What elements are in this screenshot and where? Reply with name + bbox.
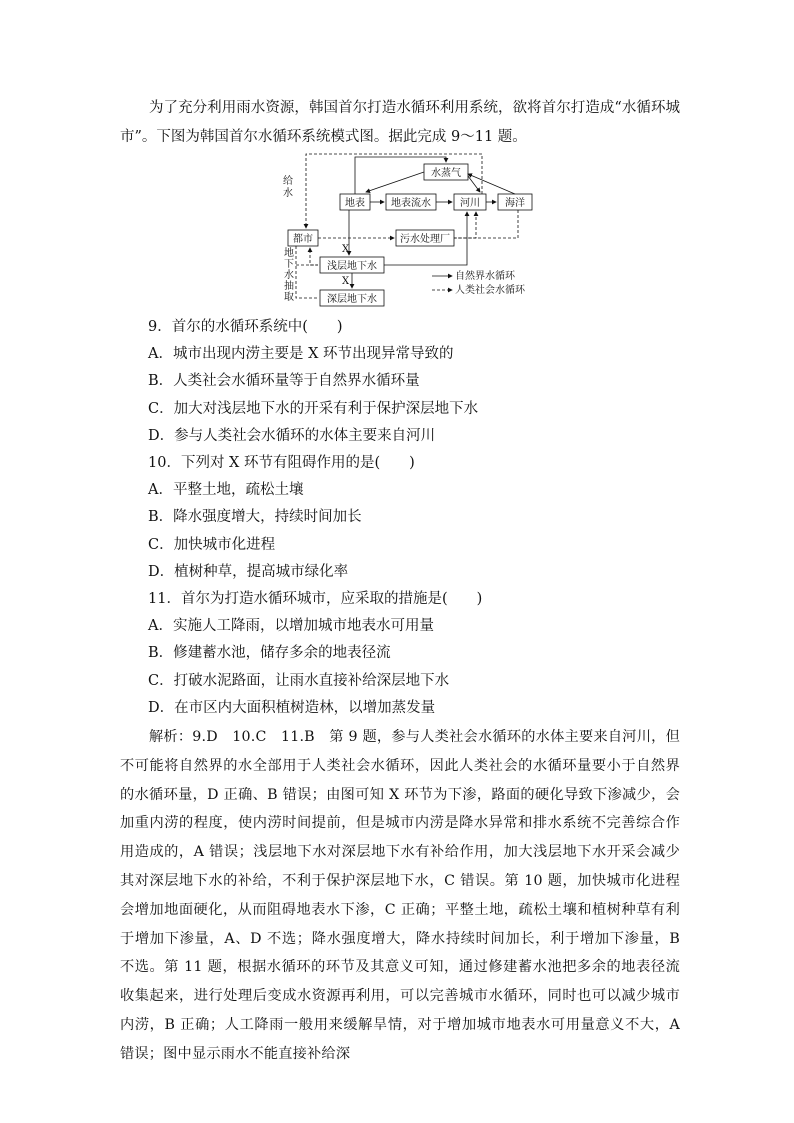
- option-a: A．平整土地，疏松土壤: [148, 482, 304, 499]
- legend-human: 人类社会水循环: [455, 285, 525, 296]
- label-supply: 给水: [283, 176, 293, 199]
- question-10: [148, 450, 688, 586]
- label-x1: X: [342, 244, 350, 255]
- question-11: [148, 586, 688, 722]
- svg-text:浅层地下水: 浅层地下水: [327, 261, 377, 272]
- option-c: C．加快城市化进程: [148, 536, 276, 553]
- option-c: C．打破水泥路面，让雨水直接补给深层地下水: [148, 672, 450, 689]
- option-d: D．参与人类社会水循环的水体主要来自河川: [148, 427, 436, 444]
- water-cycle-diagram: [282, 152, 542, 312]
- box-surface: [340, 194, 370, 210]
- svg-text:海洋: 海洋: [505, 198, 525, 209]
- box-sewage: [396, 230, 454, 246]
- option-b: B．人类社会水循环量等于自然界水循环量: [148, 373, 420, 390]
- option-a: A．实施人工降雨，以增加城市地表水可用量: [148, 618, 434, 635]
- analysis-paragraph: 解析：9.D 10.C 11.B 第 9 题，参与人类社会水循环的水体主要来自河川，但不可能将自然界的水全部用于人类社会水循环，因此人类社会的水循环量要小于自然界的水循环量，D 正确、B 错误；由图可知 X 环节为下渗，路面的硬化导致下渗减少，会加重内涝的程度，使内涝时间提前，但是城市内涝是降水异常和排水系统不完善综合作用造成的，A 错误；浅层地下水对深层地下水有补给作用，加大浅层地下水开采会减少其对深层地下水的补给，不利于保护深层地下水，C 错误。第 10 题，加快城市化进程会增加地面硬化，从而阻碍地表水下渗，C 正确；平整土地，疏松土壤和植树种草有利于增加下渗量，A、D 不选；降水强度增大，降水持续时间加长，利于增加下渗量，B 不选。第 11 题，根据水循环的环节及其意义可知，通过修建蓄水池把多余的地表径流收集起来，进行处理后变成水资源再利用，可以完善城市水循环，同时也可以减少城市内涝，B 正确；人工降雨一般用来缓解旱情，对于增加城市地表水可用量意义不大，A 错误；图中显示雨水不能直接补给深: [120, 729, 680, 1062]
- svg-text:深层地下水: 深层地下水: [327, 294, 377, 305]
- svg-text:河川: 河川: [460, 198, 480, 209]
- svg-text:地表: 地表: [345, 198, 365, 209]
- option-d: D．在市区内大面积植树造林，以增加蒸发量: [148, 699, 436, 716]
- question-stem: 11．首尔为打造水循环城市，应采取的措施是( ): [148, 591, 483, 607]
- legend-natural: 自然界水循环: [455, 271, 515, 282]
- box-river: [454, 194, 486, 210]
- box-runoff: [386, 194, 436, 210]
- box-shallow: [320, 257, 384, 273]
- option-d: D．植树种草，提高城市绿化率: [148, 563, 349, 580]
- question-stem: 9．首尔的水循环系统中( ): [148, 319, 343, 335]
- question-9: [148, 314, 688, 450]
- svg-text:污水处理厂: 污水处理厂: [400, 234, 450, 245]
- diagram-svg: [282, 152, 542, 312]
- option-c: C．加大对浅层地下水的开采有利于保护深层地下水: [148, 400, 479, 417]
- legend: [432, 269, 526, 296]
- label-x2: X: [342, 276, 350, 287]
- option-b: B．修建蓄水池，储存多余的地表径流: [148, 645, 391, 662]
- box-city: [288, 230, 318, 246]
- box-vapor: [424, 164, 468, 180]
- svg-text:水蒸气: 水蒸气: [431, 168, 461, 179]
- svg-text:地表流水: 地表流水: [391, 198, 431, 209]
- intro-paragraph: 为了充分利用雨水资源，韩国首尔打造水循环利用系统，欲将首尔打造成“水循环城市”。下图为韩国首尔水循环系统模式图。据此完成 9～11 题。: [120, 100, 680, 145]
- option-b: B．降水强度增大，持续时间加长: [148, 509, 362, 526]
- label-extract: 地下水抽取: [284, 248, 294, 303]
- svg-text:都市: 都市: [293, 234, 313, 245]
- box-deep: [320, 290, 384, 306]
- box-ocean: [498, 194, 532, 210]
- question-stem: 10．下列对 X 环节有阻碍作用的是( ): [148, 455, 415, 471]
- option-a: A．城市出现内涝主要是 X 环节出现异常导致的: [148, 346, 454, 363]
